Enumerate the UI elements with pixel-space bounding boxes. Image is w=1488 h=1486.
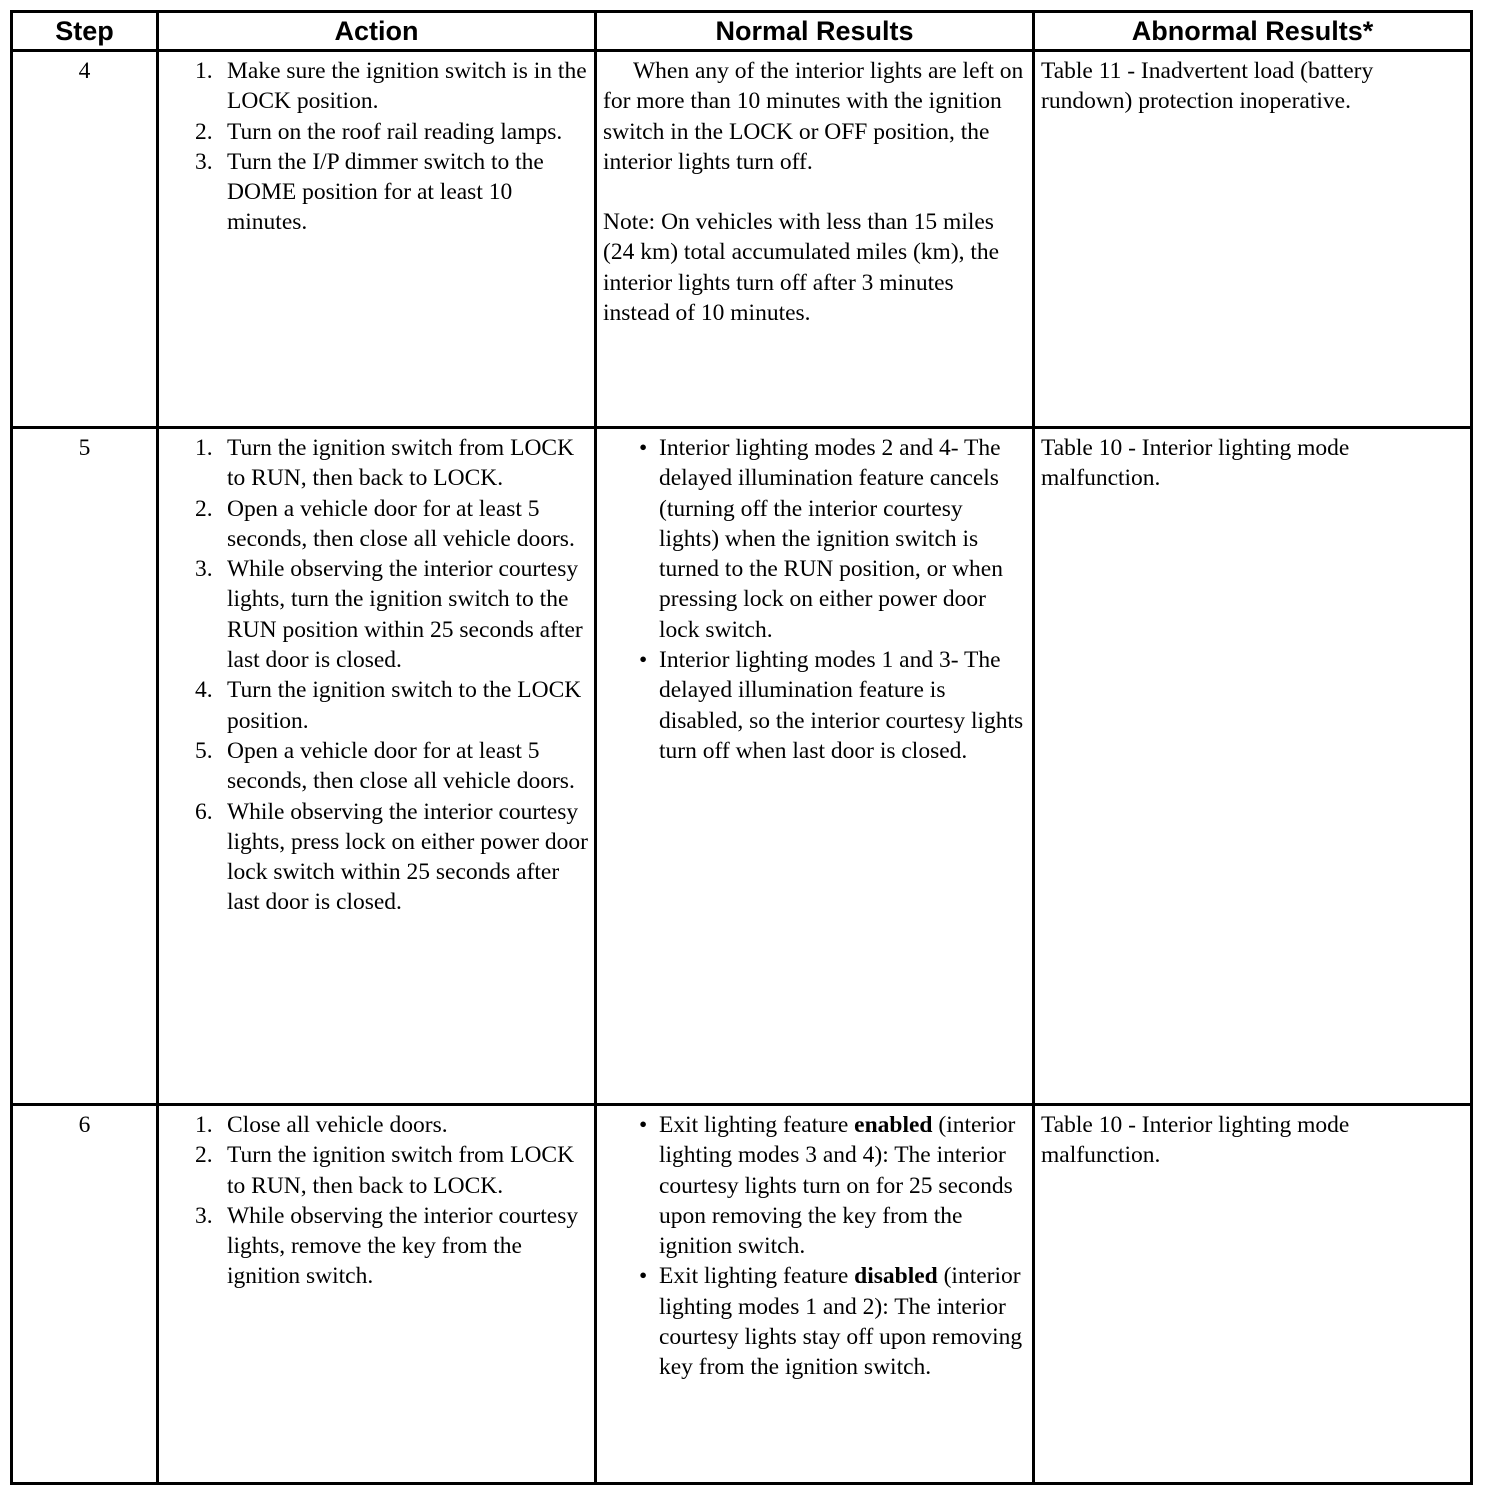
normal-results-list: [603, 433, 1026, 766]
action-item: 1. Close all vehicle doors.: [195, 1112, 448, 1138]
bullet-icon: •: [639, 1112, 648, 1138]
emphasis-enabled: enabled: [854, 1112, 933, 1138]
bullet-item: • Interior lighting modes 1 and 3- The delayed illumination feature is disabled, so the interior courtesy lights turn off when last door is closed.: [639, 647, 1024, 764]
normal-results-cell: [596, 428, 1034, 1105]
action-item: 2. Turn on the roof rail reading lamps.: [195, 118, 563, 145]
action-item: 1. Turn the ignition switch from LOCK to RUN, then back to LOCK.: [195, 435, 575, 492]
action-cell: [158, 428, 596, 1105]
bullet-item: • Interior lighting modes 2 and 4- The delayed illumination feature cancels (turning off the interior courtesy lights) when the ignition switch is turned to the RUN position, or when pressing lock on either power door lock switch.: [639, 435, 1003, 643]
abnormal-results-cell: Table 10 - Interior lighting mode malfunction.: [1034, 1105, 1472, 1484]
table-header-row: [12, 12, 1472, 51]
abnormal-results-cell: Table 11 - Inadvertent load (battery rundown) protection inoperative.: [1034, 51, 1472, 428]
diagnostic-table-sheet: [10, 10, 1470, 1485]
table-row: [12, 1105, 1472, 1484]
action-item: 2. Turn the ignition switch from LOCK to RUN, then back to LOCK.: [195, 1142, 575, 1199]
action-list: [165, 56, 588, 238]
action-list: [165, 1110, 588, 1292]
table-row: [12, 51, 1472, 428]
action-item: 6. While observing the interior courtesy lights, press lock on either power door lock switch within 25 seconds after last door is closed.: [195, 798, 588, 916]
action-item: 4. Turn the ignition switch to the LOCK position.: [195, 677, 582, 734]
header-abnormal-results: Abnormal Results*: [1034, 12, 1472, 51]
action-cell: [158, 51, 596, 428]
normal-results-cell: [596, 51, 1034, 428]
bullet-icon: •: [639, 435, 648, 461]
bullet-icon: •: [639, 1263, 648, 1290]
normal-results-paragraph: When any of the interior lights are left on for more than 10 minutes with the ignition switch in the LOCK or OFF position, the interior lights turn off.: [603, 58, 1024, 175]
bullet-item: • Exit lighting feature enabled (interior lighting modes 3 and 4): The interior courtesy lights turn on for 25 seconds upon removing the key from the ignition switch.: [639, 1112, 1016, 1260]
normal-results-list: [603, 1110, 1026, 1383]
step-number: 6: [12, 1105, 158, 1484]
header-action: Action: [158, 12, 596, 51]
action-item: 3. While observing the interior courtesy lights, turn the ignition switch to the RUN position within 25 seconds after last door is closed.: [195, 556, 583, 674]
action-item: 1. Make sure the ignition switch is in the LOCK position.: [195, 58, 587, 115]
normal-results-note: Note: On vehicles with less than 15 miles (24 km) total accumulated miles (km), the interior lights turn off after 3 minutes instead of 10 minutes.: [603, 209, 1000, 327]
action-item: 5. Open a vehicle door for at least 5 seconds, then close all vehicle doors.: [195, 737, 575, 795]
header-normal-results: Normal Results: [596, 12, 1034, 51]
abnormal-results-cell: Table 10 - Interior lighting mode malfunction.: [1034, 428, 1472, 1105]
bullet-item: • Exit lighting feature disabled (interior lighting modes 1 and 2): The interior courtesy lights stay off upon removing key from the ignition switch.: [639, 1263, 1023, 1381]
table-row: [12, 428, 1472, 1105]
normal-results-cell: [596, 1105, 1034, 1484]
diagnostic-table: [10, 10, 1473, 1485]
emphasis-disabled: disabled: [854, 1263, 938, 1290]
action-cell: [158, 1105, 596, 1484]
header-step: Step: [12, 12, 158, 51]
action-item: 3. Turn the I/P dimmer switch to the DOME position for at least 10 minutes.: [195, 148, 544, 236]
action-item: 2. Open a vehicle door for at least 5 seconds, then close all vehicle doors.: [195, 495, 575, 552]
action-item: 3. While observing the interior courtesy lights, remove the key from the ignition switch.: [195, 1202, 579, 1290]
step-number: 4: [12, 51, 158, 428]
step-number: 5: [12, 428, 158, 1105]
bullet-icon: •: [639, 647, 648, 674]
action-list: [165, 433, 588, 918]
